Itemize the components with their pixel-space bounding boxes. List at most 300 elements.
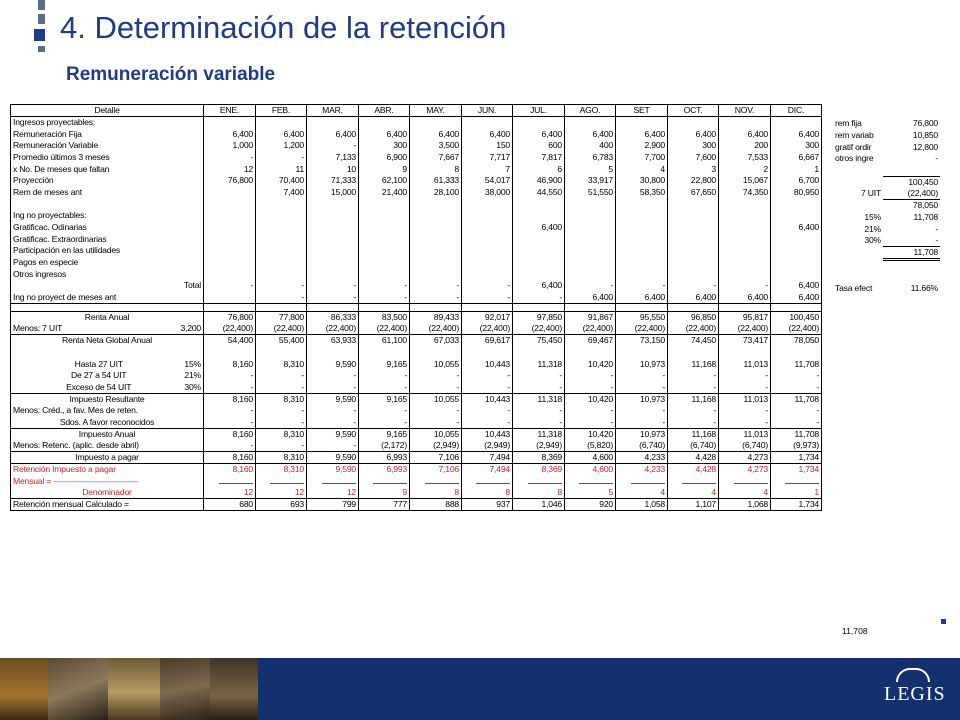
cell-value <box>771 233 822 245</box>
row-label <box>11 440 204 452</box>
underline-mark <box>734 478 768 484</box>
cell-value <box>565 257 616 269</box>
cell-value: 7,106 <box>410 452 462 464</box>
cell-value: 1,734 <box>771 499 822 511</box>
row-label <box>11 268 204 280</box>
cell-value: 12 <box>204 487 256 499</box>
table-row <box>11 175 822 187</box>
cell-value: 6,400 <box>668 128 719 140</box>
cell-value: 71,333 <box>307 175 359 187</box>
cell-value: 8 <box>513 487 565 499</box>
cell-value: (6,740) <box>668 440 719 452</box>
cell-value: 4,600 <box>565 464 616 476</box>
row-label-text: Ing no proyectables: <box>13 210 87 221</box>
cell-value <box>719 222 771 234</box>
cell-value <box>565 268 616 280</box>
cell-value <box>307 475 359 487</box>
cell-value <box>410 222 462 234</box>
cell-value: 6,400 <box>513 222 565 234</box>
cell-value <box>256 257 307 269</box>
cell-value: (2,949) <box>410 440 462 452</box>
row-label-text: Sdos. A favor reconocidos <box>59 416 155 427</box>
cell-value: - <box>462 370 513 382</box>
cell-value: 67,650 <box>668 187 719 199</box>
cell-value: 97,850 <box>513 312 565 324</box>
side-summary <box>833 118 940 295</box>
cell-value: 77,800 <box>256 312 307 324</box>
cell-value: 6,667 <box>771 152 822 164</box>
rate-value: 3,200 <box>180 323 201 334</box>
cell-value: 6,400 <box>410 128 462 140</box>
cell-value: - <box>462 382 513 394</box>
cell-value <box>616 257 668 269</box>
spacer-cell <box>565 304 616 312</box>
row-label-text: Hasta 27 UIT <box>74 358 123 369</box>
row-label-text: Renta Anual <box>84 312 130 323</box>
cell-value <box>204 187 256 199</box>
table-row <box>11 499 822 511</box>
cell-value: (22,400) <box>513 323 565 335</box>
cell-value: - <box>513 417 565 429</box>
table-row <box>11 198 822 210</box>
row-label-part: = <box>46 475 52 486</box>
cell-value <box>410 198 462 210</box>
cell-value: - <box>256 292 307 304</box>
table-row <box>11 335 822 347</box>
cell-value: 11,013 <box>719 358 771 370</box>
cell-value <box>513 257 565 269</box>
cell-value: 44,550 <box>513 187 565 199</box>
cell-value: 6,900 <box>359 152 410 164</box>
cell-value <box>668 198 719 210</box>
cell-value: 6,783 <box>565 152 616 164</box>
footer-banner <box>0 658 960 720</box>
cell-value: - <box>719 280 771 292</box>
row-label <box>11 175 204 187</box>
footer-photo <box>0 658 48 720</box>
cell-value: 4,233 <box>616 464 668 476</box>
cell-value <box>307 210 359 222</box>
cell-value: 10,973 <box>616 393 668 405</box>
underline-mark <box>425 478 459 484</box>
cell-value: 8,369 <box>513 464 565 476</box>
cell-value <box>256 117 307 129</box>
row-label <box>11 292 204 304</box>
cell-value: - <box>204 280 256 292</box>
cell-value: - <box>719 382 771 394</box>
cell-value: - <box>719 417 771 429</box>
row-label-part: -------------------------------- <box>53 475 139 486</box>
cell-value: 7,494 <box>462 452 513 464</box>
cell-value: (6,740) <box>719 440 771 452</box>
cell-value: 100,450 <box>771 312 822 324</box>
cell-value: 4,273 <box>719 452 771 464</box>
cell-value: - <box>668 417 719 429</box>
cell-value: 9,590 <box>307 358 359 370</box>
cell-value <box>256 475 307 487</box>
cell-value: 54,400 <box>204 335 256 347</box>
cell-value <box>410 268 462 280</box>
cell-value <box>204 245 256 257</box>
cell-value: - <box>462 280 513 292</box>
cell-value: 21,400 <box>359 187 410 199</box>
row-label-text: Participación en las utilidades <box>13 245 121 256</box>
cell-value: 200 <box>719 140 771 152</box>
cell-value: - <box>565 370 616 382</box>
side-label: 7 UIT <box>860 188 881 199</box>
rate-value: 21% <box>184 370 201 381</box>
row-label <box>11 417 204 429</box>
table-row <box>11 117 822 129</box>
cell-value <box>359 117 410 129</box>
cell-value: 1,107 <box>668 499 719 511</box>
cell-value: - <box>256 382 307 394</box>
cell-value: 10,443 <box>462 428 513 440</box>
cell-value <box>668 268 719 280</box>
cell-value: 7,717 <box>462 152 513 164</box>
logo-text: LEGIS <box>884 683 946 705</box>
row-label-text: Ing no proyect de meses ant <box>13 291 117 302</box>
side-value: 12,800 <box>912 141 938 152</box>
side-value: - <box>935 223 938 234</box>
row-label <box>11 222 204 234</box>
side-value: 10,850 <box>912 130 938 141</box>
spacer-cell <box>719 304 771 312</box>
cell-value: 10,973 <box>616 358 668 370</box>
cell-value: - <box>256 417 307 429</box>
cell-value: 55,400 <box>256 335 307 347</box>
underline-mark <box>270 478 304 484</box>
side-label: gratif ordir <box>835 141 872 152</box>
cell-value: 680 <box>204 499 256 511</box>
table-row <box>11 440 822 452</box>
cell-value <box>719 198 771 210</box>
cell-value: (22,400) <box>410 323 462 335</box>
cell-value: 300 <box>359 140 410 152</box>
cell-value: (22,400) <box>256 323 307 335</box>
cell-value: 67,033 <box>410 335 462 347</box>
cell-value: 7,817 <box>513 152 565 164</box>
cell-value: - <box>307 292 359 304</box>
cell-value: 9 <box>359 487 410 499</box>
cell-value: - <box>616 382 668 394</box>
row-label-text: Denominador <box>82 487 132 498</box>
cell-value: 9,590 <box>307 452 359 464</box>
side-value: - <box>935 153 938 164</box>
cell-value: 69,617 <box>462 335 513 347</box>
cell-value: 83,500 <box>359 312 410 324</box>
cell-value: (22,400) <box>616 323 668 335</box>
cell-value <box>410 117 462 129</box>
row-label-text: Gratificac. Extraordinarias <box>13 233 107 244</box>
legis-logo <box>884 668 946 712</box>
cell-value: 799 <box>307 499 359 511</box>
column-header: DIC. <box>771 105 822 117</box>
row-label <box>11 382 204 394</box>
spacer-cell <box>771 304 822 312</box>
cell-value <box>668 210 719 222</box>
cell-value: 6,400 <box>462 128 513 140</box>
side-label: rem fija <box>835 118 862 129</box>
row-label-text: Retención <box>13 464 50 475</box>
cell-value <box>307 222 359 234</box>
cell-value: (6,740) <box>616 440 668 452</box>
cell-value <box>771 475 822 487</box>
cell-value <box>513 117 565 129</box>
cell-value: 400 <box>565 140 616 152</box>
cell-value: 74,450 <box>668 335 719 347</box>
cell-value: (22,400) <box>462 323 513 335</box>
cell-value <box>771 268 822 280</box>
cell-value: 61,333 <box>410 175 462 187</box>
row-label-text: Total <box>183 280 201 291</box>
cell-value <box>462 347 513 359</box>
cell-value <box>668 257 719 269</box>
table-row <box>11 245 822 257</box>
side-value: 76,800 <box>912 118 938 129</box>
cell-value: 6,993 <box>359 452 410 464</box>
row-label <box>11 428 204 440</box>
cell-value: 6,400 <box>719 292 771 304</box>
cell-value: 9,165 <box>359 393 410 405</box>
cell-value: 10,443 <box>462 358 513 370</box>
table-row <box>11 233 822 245</box>
cell-value: 12 <box>307 487 359 499</box>
cell-value: - <box>359 405 410 417</box>
cell-value <box>204 268 256 280</box>
cell-value <box>462 117 513 129</box>
cell-value <box>204 210 256 222</box>
cell-value: 75,450 <box>513 335 565 347</box>
cell-value: 76,800 <box>204 175 256 187</box>
column-header: Detalle <box>11 105 204 117</box>
cell-value: 1,000 <box>204 140 256 152</box>
side-footer-value: 11,708 <box>842 626 868 636</box>
cell-value <box>359 222 410 234</box>
cell-value: 10,443 <box>462 393 513 405</box>
cell-value: - <box>771 370 822 382</box>
side-label: 15% <box>864 211 881 222</box>
cell-value: 89,433 <box>410 312 462 324</box>
cell-value <box>719 257 771 269</box>
underline-mark <box>631 478 665 484</box>
cell-value: 10,420 <box>565 358 616 370</box>
title-decoration <box>38 14 45 24</box>
cell-value <box>565 222 616 234</box>
row-label-text: Exceso de 54 UIT <box>66 381 132 392</box>
row-label-part: = <box>124 499 129 510</box>
cell-value: 70,400 <box>256 175 307 187</box>
row-label <box>11 257 204 269</box>
cell-value: 10,973 <box>616 428 668 440</box>
cell-value: - <box>565 382 616 394</box>
row-label <box>11 210 204 222</box>
row-label <box>11 152 204 164</box>
cell-value: - <box>359 292 410 304</box>
side-value: 11,708 <box>913 211 938 222</box>
cell-value: 6,400 <box>359 128 410 140</box>
cell-value: 4 <box>616 487 668 499</box>
cell-value: (2,949) <box>462 440 513 452</box>
cell-value: (22,400) <box>771 323 822 335</box>
row-label-text: Promedio últimos 3 meses <box>13 151 110 162</box>
row-label-text: Impuesto a pagar <box>75 452 139 463</box>
column-header: JUL. <box>513 105 565 117</box>
cell-value <box>513 198 565 210</box>
cell-value: (22,400) <box>359 323 410 335</box>
cell-value <box>204 347 256 359</box>
rate-value: 15% <box>184 358 201 369</box>
cell-value <box>771 257 822 269</box>
cell-value <box>771 245 822 257</box>
cell-value: - <box>307 382 359 394</box>
cell-value <box>719 245 771 257</box>
row-label-text: x No. De meses que faltan <box>13 163 110 174</box>
cell-value: 8,310 <box>256 393 307 405</box>
column-header: OCT. <box>668 105 719 117</box>
cell-value: - <box>410 382 462 394</box>
cell-value <box>462 222 513 234</box>
cell-value <box>307 233 359 245</box>
cell-value <box>410 233 462 245</box>
cell-value <box>719 117 771 129</box>
cell-value: 95,817 <box>719 312 771 324</box>
cell-value: 6,400 <box>256 128 307 140</box>
cell-value: - <box>513 370 565 382</box>
row-label-text: Mensual <box>13 475 45 486</box>
cell-value: 10,420 <box>565 393 616 405</box>
row-label <box>11 475 204 487</box>
side-value: 11.66% <box>910 283 938 294</box>
cell-value: (22,400) <box>307 323 359 335</box>
cell-value <box>256 210 307 222</box>
cell-value: 1 <box>771 487 822 499</box>
cell-value: 4,273 <box>719 464 771 476</box>
cell-value <box>616 268 668 280</box>
cell-value <box>307 347 359 359</box>
cell-value: - <box>204 370 256 382</box>
row-label-text: Rem de meses ant <box>13 186 82 197</box>
spacer-cell <box>668 304 719 312</box>
cell-value: 888 <box>410 499 462 511</box>
cell-value: 11,013 <box>719 393 771 405</box>
cell-value: 4,600 <box>565 452 616 464</box>
row-label <box>11 452 204 464</box>
logo-mark-icon <box>896 668 930 682</box>
cell-value <box>771 198 822 210</box>
table-row <box>11 280 822 292</box>
row-label <box>11 347 204 359</box>
row-label-text: Remuneración Fija <box>13 128 82 139</box>
cell-value: 11,168 <box>668 393 719 405</box>
spacer-row <box>11 304 822 312</box>
column-header: NOV. <box>719 105 771 117</box>
cell-value: 96,850 <box>668 312 719 324</box>
spacer-cell <box>359 304 410 312</box>
cell-value <box>719 475 771 487</box>
cell-value: 8,310 <box>256 464 307 476</box>
row-label <box>11 198 204 210</box>
cell-value: 7,133 <box>307 152 359 164</box>
table-row <box>11 393 822 405</box>
cell-value: 86,333 <box>307 312 359 324</box>
side-label: rem variab <box>835 130 874 141</box>
cell-value: - <box>256 440 307 452</box>
cell-value: 9,165 <box>359 428 410 440</box>
side-value: (22,400) <box>907 188 938 199</box>
row-label <box>11 464 204 476</box>
cell-value: - <box>204 417 256 429</box>
cell-value: 777 <box>359 499 410 511</box>
column-header: ABR. <box>359 105 410 117</box>
cell-value: 8,310 <box>256 428 307 440</box>
column-header: SET <box>616 105 668 117</box>
cell-value: 74,350 <box>719 187 771 199</box>
row-label <box>11 163 204 175</box>
cell-value <box>513 268 565 280</box>
underline-mark <box>219 478 253 484</box>
row-label <box>11 233 204 245</box>
cell-value <box>307 117 359 129</box>
cell-value: - <box>410 292 462 304</box>
cell-value: - <box>462 292 513 304</box>
row-label <box>11 280 204 292</box>
cell-value <box>668 233 719 245</box>
side-label: otros ingre <box>835 153 874 164</box>
table-row <box>11 222 822 234</box>
table-row <box>11 382 822 394</box>
cell-value: 76,800 <box>204 312 256 324</box>
cell-value <box>771 347 822 359</box>
column-header: FEB. <box>256 105 307 117</box>
cell-value: 63,933 <box>307 335 359 347</box>
cell-value <box>256 347 307 359</box>
cell-value: 1,068 <box>719 499 771 511</box>
cell-value: - <box>410 405 462 417</box>
cell-value: - <box>204 152 256 164</box>
cell-value: 6,400 <box>307 128 359 140</box>
cell-value: (22,400) <box>565 323 616 335</box>
cell-value: 6,400 <box>668 292 719 304</box>
cell-value: 4 <box>719 487 771 499</box>
underline-mark <box>528 478 562 484</box>
cell-value: 5 <box>565 487 616 499</box>
cell-value <box>256 268 307 280</box>
row-label <box>11 312 204 324</box>
cell-value: (2,172) <box>359 440 410 452</box>
cell-value <box>307 268 359 280</box>
cell-value <box>565 475 616 487</box>
cell-value: 10,055 <box>410 428 462 440</box>
cell-value <box>204 198 256 210</box>
cell-value: - <box>307 370 359 382</box>
cell-value <box>719 210 771 222</box>
cell-value <box>513 245 565 257</box>
table-row <box>11 417 822 429</box>
table-row <box>11 358 822 370</box>
cell-value: 8,160 <box>204 428 256 440</box>
cell-value <box>616 198 668 210</box>
row-label-text: Otros ingresos <box>13 268 67 279</box>
cell-value: - <box>771 382 822 394</box>
table-row <box>11 487 822 499</box>
side-label: 30% <box>864 235 881 246</box>
title-decoration <box>34 29 45 41</box>
row-label-text: Impuesto Anual <box>78 428 136 439</box>
cell-value: - <box>616 417 668 429</box>
row-label-text: Menos: Créd., a fav. Mes de reten. <box>13 405 138 416</box>
table-row <box>11 292 822 304</box>
